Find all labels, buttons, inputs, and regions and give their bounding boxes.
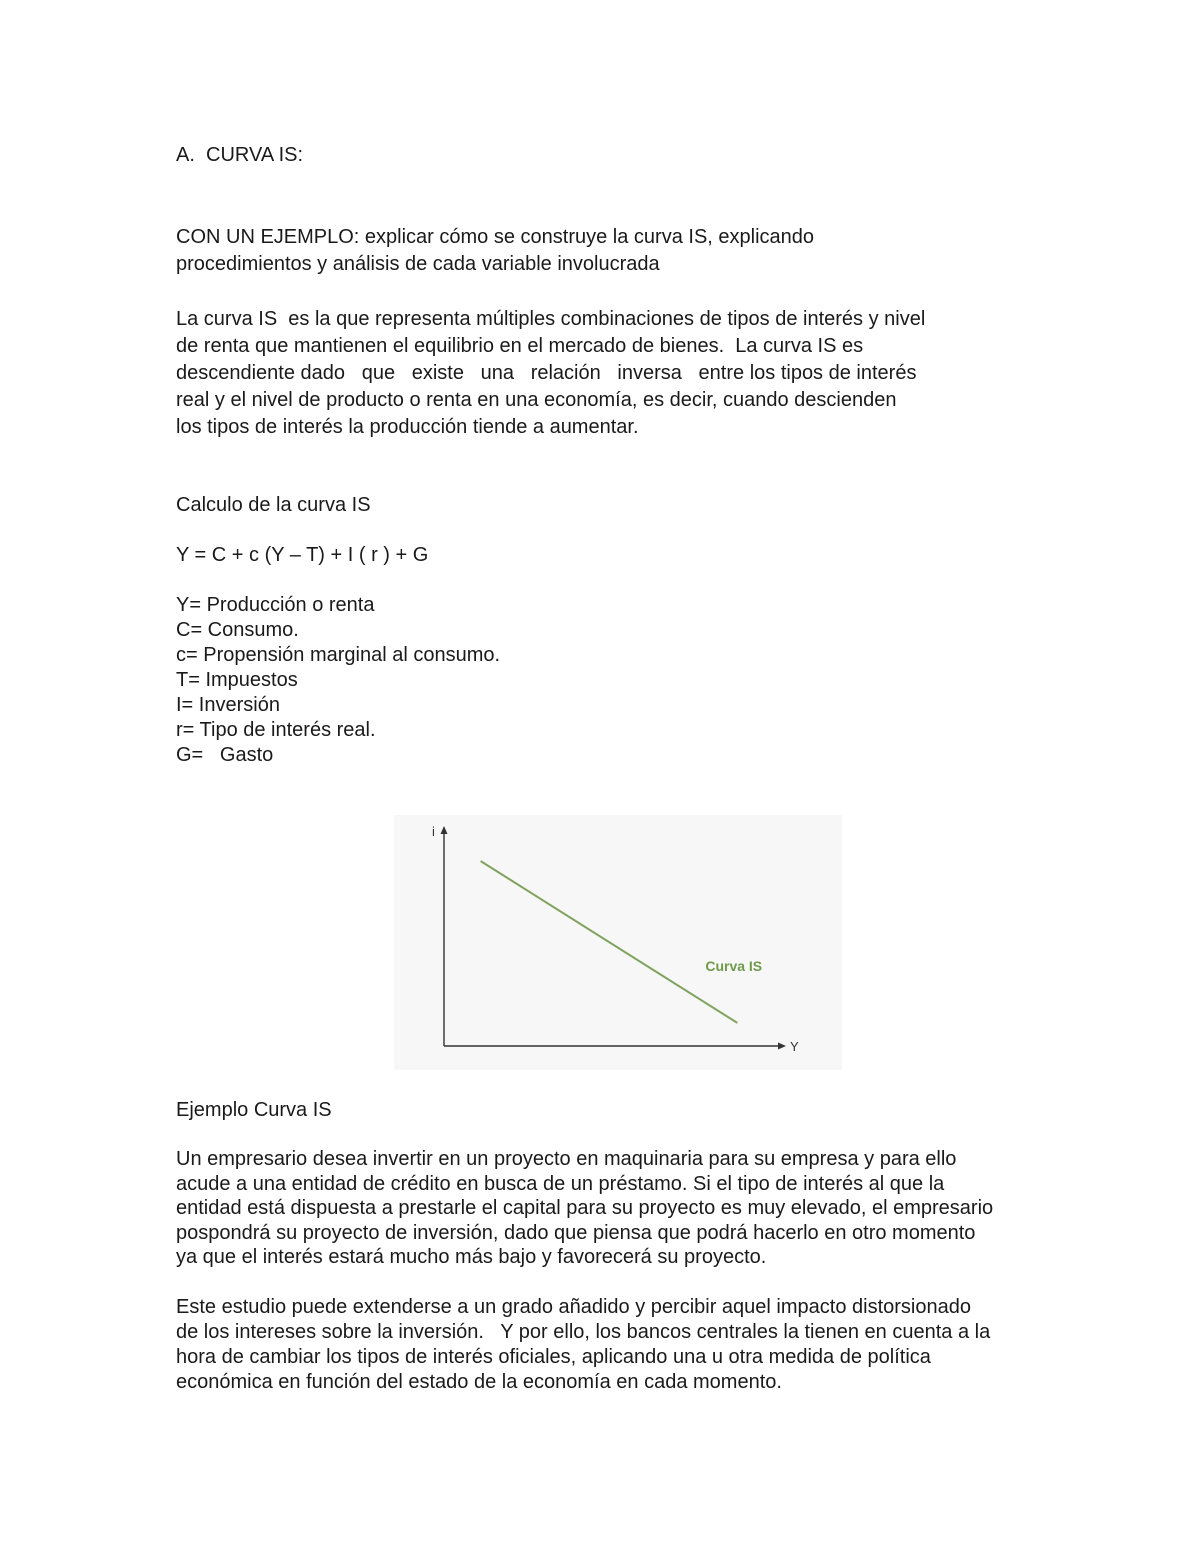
prompt-line: procedimientos y análisis de cada variable involucrada [176, 253, 660, 275]
extension-paragraph [176, 1295, 1066, 1395]
example-line: pospondrá su proyecto de inversión, dado que piensa que podrá hacerlo en otro momento [176, 1221, 976, 1244]
prompt-paragraph [176, 224, 1066, 278]
example-line: entidad está dispuesta a prestarle el capital para su proyecto es muy elevado, el empresario [176, 1197, 994, 1219]
variable-item: I= Inversión [176, 694, 280, 716]
prompt-line: CON UN EJEMPLO: explicar cómo se construye la curva IS, explicando [176, 226, 815, 248]
extension-line: económica en función del estado de la economía en cada momento. [176, 1371, 782, 1393]
is-curve-label: Curva IS [705, 957, 763, 974]
definition-line: descendiente dado que existe una relación inversa entre los tipos de interés [176, 362, 917, 384]
definition-line: real y el nivel de producto o renta en una economía, es decir, cuando descienden [176, 389, 897, 411]
is-curve-chart [394, 815, 842, 1070]
x-axis-arrow-icon [778, 1043, 786, 1050]
definition-line: los tipos de interés la producción tiende a aumentar. [176, 416, 639, 438]
variable-item: Y= Producción o renta [176, 594, 375, 616]
extension-line: Este estudio puede extenderse a un grado añadido y percibir aquel impacto distorsionado [176, 1296, 971, 1318]
example-paragraph [176, 1147, 1066, 1270]
example-line: ya que el interés estará mucho más bajo y favorecerá su proyecto. [176, 1246, 767, 1268]
y-axis-arrow-icon [441, 826, 448, 834]
example-line: Un empresario desea invertir en un proyecto en maquinaria para su empresa y para ello [176, 1148, 957, 1170]
variable-item: c= Propensión marginal al consumo. [176, 644, 501, 666]
definition-line: de renta que mantienen el equilibrio en el mercado de bienes. La curva IS es [176, 335, 864, 357]
variable-item: C= Consumo. [176, 619, 299, 641]
y-axis-label: i [432, 824, 435, 839]
is-equation: Y = C + c (Y – T) + I ( r ) + G [176, 544, 429, 566]
definition-line: La curva IS es la que representa múltiples combinaciones de tipos de interés y nivel [176, 308, 926, 330]
x-axis-label: Y [790, 1039, 799, 1054]
variable-item: T= Impuestos [176, 669, 298, 691]
variable-item: G= Gasto [176, 744, 274, 766]
variables-list [176, 593, 1066, 768]
is-curve-line [481, 861, 738, 1023]
example-title: Ejemplo Curva IS [176, 1099, 332, 1121]
example-line: acude a una entidad de crédito en busca de un préstamo. Si el tipo de interés al que la [176, 1172, 945, 1195]
section-heading: A. CURVA IS: [176, 144, 304, 166]
is-curve-figure [394, 815, 842, 1070]
definition-paragraph [176, 306, 1066, 441]
extension-line: de los intereses sobre la inversión. Y por ello, los bancos centrales la tienen en cuenta a la [176, 1321, 991, 1343]
extension-line: hora de cambiar los tipos de interés oficiales, aplicando una u otra medida de política [176, 1346, 931, 1368]
calc-title: Calculo de la curva IS [176, 494, 371, 516]
variable-item: r= Tipo de interés real. [176, 719, 376, 741]
